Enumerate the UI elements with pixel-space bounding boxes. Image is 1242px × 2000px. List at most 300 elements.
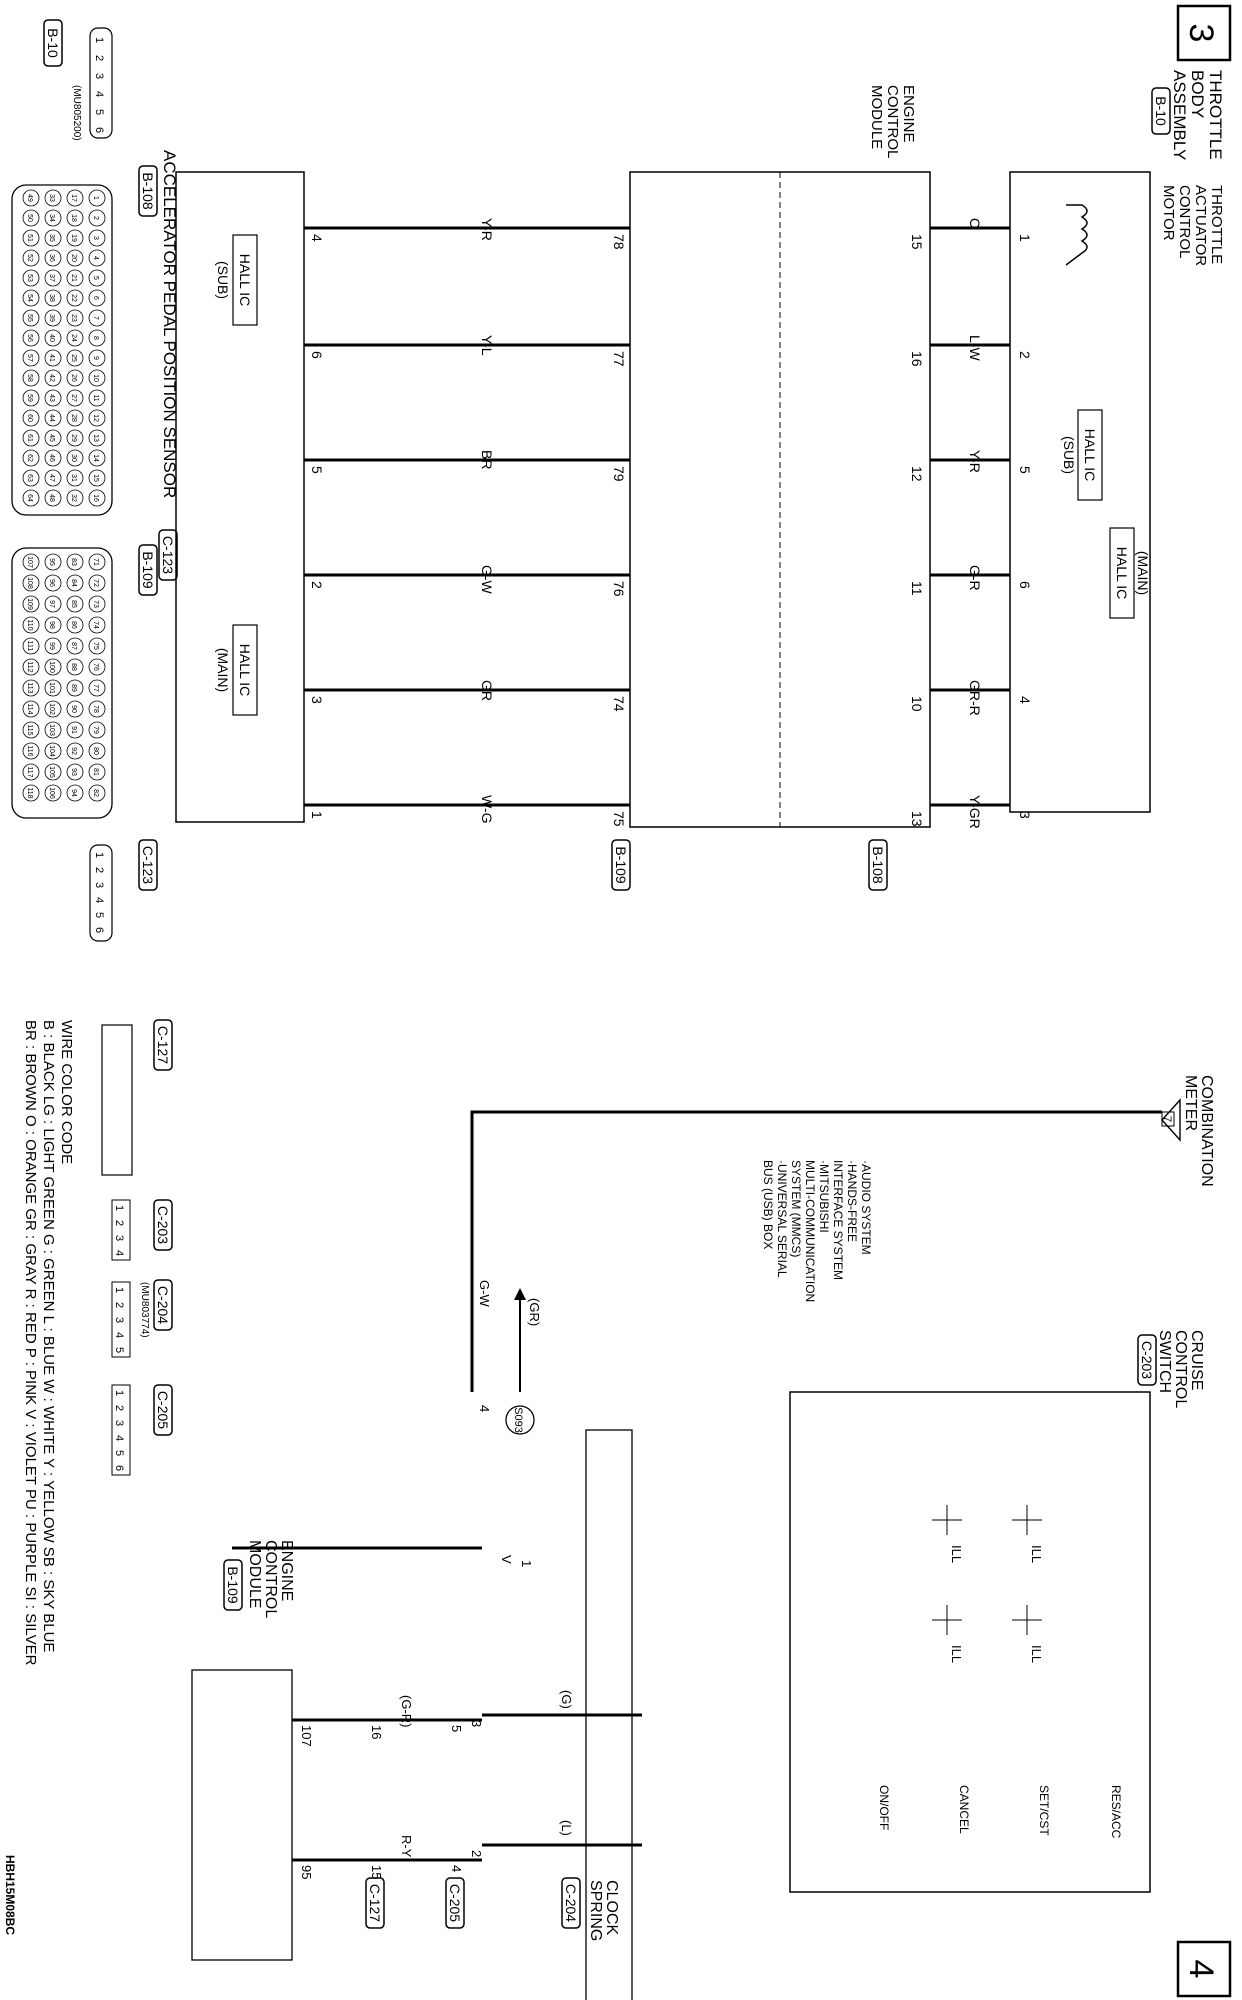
b108-pin <box>89 470 105 486</box>
button-set-cst: SET/CST <box>1037 1785 1051 1836</box>
svg-text:91: 91 <box>70 726 77 734</box>
svg-text:34: 34 <box>48 214 55 222</box>
svg-text:74: 74 <box>92 621 99 629</box>
connector-pin <box>93 882 105 888</box>
svg-text:19: 19 <box>70 234 77 242</box>
svg-text:114: 114 <box>26 703 33 715</box>
app-hall-sub-tag: (SUB) <box>215 260 231 300</box>
svg-text:(G): (G) <box>559 1690 574 1709</box>
b108-pin <box>89 310 105 326</box>
connector-c127-view <box>102 1020 172 1175</box>
motor-label-1: THROTTLE <box>1208 185 1225 265</box>
b108-pin <box>23 430 39 446</box>
throttle-pin-ecm: 12 <box>909 466 925 482</box>
throttle-wire-5 <box>909 680 1033 716</box>
connector-pin <box>113 1205 125 1211</box>
svg-text:1: 1 <box>113 1204 125 1212</box>
b108-pin <box>45 250 61 266</box>
b108-pin <box>45 190 61 206</box>
throttle-body-assembly <box>1010 70 1225 812</box>
throttle-wire-color: G-R <box>967 565 983 591</box>
b109-pin <box>45 764 61 780</box>
svg-text:85: 85 <box>70 600 77 608</box>
b109-pin <box>23 680 39 696</box>
connector-pin <box>93 867 105 873</box>
b109-pin <box>45 743 61 759</box>
throttle-pin-ecm: 10 <box>909 696 925 712</box>
svg-text:97: 97 <box>48 600 55 608</box>
b109-pin <box>67 617 83 633</box>
svg-text:89: 89 <box>70 684 77 692</box>
svg-text:B-109: B-109 <box>140 551 156 589</box>
b108-pin <box>67 330 83 346</box>
app-pin-ecm: 74 <box>611 696 627 712</box>
svg-text:58: 58 <box>26 374 33 382</box>
b108-pin <box>23 310 39 326</box>
app-wire-color: GR <box>479 680 495 701</box>
b108-pin <box>23 230 39 246</box>
svg-text:13: 13 <box>92 434 99 442</box>
b109-pin <box>23 743 39 759</box>
svg-text:93: 93 <box>70 768 77 776</box>
b109-pin <box>23 596 39 612</box>
audio-note-3: INTERFACE SYSTEM <box>831 1160 845 1281</box>
wire-color-legend <box>22 1020 75 1666</box>
app-wire-4 <box>304 565 630 597</box>
svg-text:18: 18 <box>70 214 77 222</box>
connector-pin <box>113 1465 125 1471</box>
svg-text:38: 38 <box>48 294 55 302</box>
connector-pin <box>93 109 105 115</box>
app-pin-bottom: 4 <box>309 234 325 242</box>
svg-text:50: 50 <box>26 214 33 222</box>
b108-pin <box>89 210 105 226</box>
throttle-wire-3 <box>909 450 1033 482</box>
svg-text:3: 3 <box>113 1316 125 1324</box>
svg-text:4: 4 <box>113 1331 125 1339</box>
b108-pin <box>67 410 83 426</box>
svg-text:1: 1 <box>93 851 105 859</box>
svg-text:118: 118 <box>26 787 33 799</box>
audio-note-1: ·AUDIO SYSTEM <box>859 1160 873 1255</box>
b109-pin <box>23 638 39 654</box>
svg-text:6: 6 <box>92 296 99 300</box>
connector-pin <box>93 127 105 133</box>
ecm-connector-b108: B-108 <box>870 846 886 884</box>
svg-text:11: 11 <box>92 394 99 402</box>
button-on-off: ON/OFF <box>877 1785 891 1831</box>
svg-text:G-W: G-W <box>477 1280 492 1307</box>
b108-pin <box>67 230 83 246</box>
svg-text:9: 9 <box>92 356 99 360</box>
meter-pin: 7 <box>1161 1115 1173 1123</box>
diagram-code: HBH15M08BC <box>3 1855 17 1936</box>
b108-pin <box>45 270 61 286</box>
svg-text:63: 63 <box>26 474 33 482</box>
svg-text:56: 56 <box>26 334 33 342</box>
b109-pin <box>89 575 105 591</box>
svg-text:46: 46 <box>48 454 55 462</box>
app-wire-3 <box>304 450 630 482</box>
b109-pin <box>23 701 39 717</box>
svg-text:57: 57 <box>26 354 33 362</box>
svg-text:3: 3 <box>113 1234 125 1242</box>
throttle-pin-top: 5 <box>1017 466 1033 474</box>
svg-text:1: 1 <box>113 1286 125 1294</box>
ecm-label-1: ENGINE <box>900 85 917 143</box>
svg-text:37: 37 <box>48 274 55 282</box>
svg-text:103: 103 <box>48 724 55 736</box>
connector-pin <box>113 1390 125 1396</box>
b108-pin <box>45 310 61 326</box>
svg-text:24: 24 <box>70 334 77 342</box>
svg-text:HALL IC: HALL IC <box>1114 546 1130 600</box>
svg-text:1: 1 <box>113 1389 125 1397</box>
connector-c205-view <box>112 1385 172 1475</box>
svg-text:96: 96 <box>48 579 55 587</box>
lower-ecm-label-3: MODULE <box>246 1540 263 1609</box>
throttle-pin-top: 2 <box>1017 351 1033 359</box>
svg-text:102: 102 <box>48 703 55 715</box>
svg-text:101: 101 <box>48 682 55 694</box>
throttle-pin-top: 1 <box>1017 234 1033 242</box>
b108-pin <box>23 470 39 486</box>
svg-text:112: 112 <box>26 661 33 673</box>
svg-text:28: 28 <box>70 414 77 422</box>
svg-text:12: 12 <box>92 414 99 422</box>
svg-text:2: 2 <box>93 866 105 874</box>
connector-c205-tag: C-205 <box>447 1883 463 1923</box>
b108-pin <box>89 390 105 406</box>
svg-text:15: 15 <box>369 1865 384 1880</box>
svg-text:4: 4 <box>477 1405 492 1413</box>
svg-text:4: 4 <box>92 256 99 260</box>
throttle-pin-ecm: 15 <box>909 234 925 250</box>
switch-label-2: CONTROL <box>1172 1330 1189 1409</box>
svg-text:1: 1 <box>92 196 99 200</box>
b109-pin <box>89 554 105 570</box>
throttle-hall-main-tag: (MAIN) <box>1135 550 1151 596</box>
svg-text:5: 5 <box>113 1449 125 1457</box>
connector-pin <box>113 1332 125 1338</box>
svg-text:4: 4 <box>93 90 105 98</box>
app-sensor-connector-tag: C-123 <box>160 535 176 575</box>
svg-text:94: 94 <box>70 789 77 797</box>
combination-meter-label-2: METER <box>1182 1075 1199 1131</box>
throttle-pin-ecm: 16 <box>909 351 925 367</box>
connector-pin <box>93 852 105 858</box>
throttle-assembly-label-2: BODY <box>1188 70 1207 119</box>
button-cancel: CANCEL <box>957 1785 971 1834</box>
app-wire-1 <box>304 218 630 250</box>
svg-text:2: 2 <box>92 216 99 220</box>
svg-text:C-123: C-123 <box>140 845 156 885</box>
throttle-pin-top: 4 <box>1017 696 1033 704</box>
app-pin-bottom: 5 <box>309 466 325 474</box>
ecm-connector-b109: B-109 <box>613 846 629 884</box>
connector-pin <box>93 897 105 903</box>
app-wire-6 <box>304 795 630 827</box>
svg-text:2: 2 <box>469 1850 484 1858</box>
svg-text:HALL IC: HALL IC <box>237 643 253 697</box>
svg-text:78: 78 <box>92 705 99 713</box>
b109-pin <box>45 785 61 801</box>
svg-text:51: 51 <box>26 234 33 242</box>
svg-text:ILL: ILL <box>1029 1545 1044 1564</box>
svg-text:C-204: C-204 <box>155 1285 171 1325</box>
svg-text:61: 61 <box>26 434 33 442</box>
svg-text:R-Y: R-Y <box>399 1835 414 1858</box>
page-id-right <box>1178 1942 1230 1996</box>
svg-text:90: 90 <box>70 705 77 713</box>
splice-s093: S093 <box>512 1407 524 1433</box>
throttle-wire-color: Y-R <box>967 450 983 473</box>
audio-note-4: ·MITSUBISHI <box>817 1160 831 1233</box>
svg-text:36: 36 <box>48 254 55 262</box>
connector-pin <box>113 1250 125 1256</box>
app-sensor-label: ACCELERATOR PEDAL POSITION SENSOR <box>160 150 179 499</box>
ill-lamp-1 <box>1012 1505 1044 1563</box>
svg-text:4: 4 <box>113 1249 125 1257</box>
svg-text:V: V <box>499 1555 514 1564</box>
svg-text:92: 92 <box>70 747 77 755</box>
svg-text:81: 81 <box>92 768 99 776</box>
connector-c203-view <box>112 1200 172 1260</box>
app-hall-main-tag: (MAIN) <box>215 647 231 693</box>
svg-text:3: 3 <box>93 72 105 80</box>
b108-pin <box>89 330 105 346</box>
svg-text:1: 1 <box>93 36 105 44</box>
ecm-label-3: MODULE <box>868 85 885 150</box>
connector-pin <box>113 1435 125 1441</box>
svg-text:6: 6 <box>93 926 105 934</box>
b108-pin <box>89 490 105 506</box>
svg-text:32: 32 <box>70 494 77 502</box>
svg-text:31: 31 <box>70 474 77 482</box>
throttle-pin-ecm: 13 <box>909 811 925 827</box>
svg-text:(GR): (GR) <box>527 1298 542 1327</box>
svg-text:52: 52 <box>26 254 33 262</box>
throttle-wire-color: O <box>967 218 983 229</box>
c204-part-number: (MU803774) <box>139 1282 150 1338</box>
button-res-acc: RES/ACC <box>1109 1785 1123 1839</box>
lower-ecm-connector-tag: B-109 <box>225 1566 241 1604</box>
svg-text:98: 98 <box>48 621 55 629</box>
wire-meter-to-switch <box>472 1112 1162 1392</box>
app-pin-bottom: 3 <box>309 696 325 704</box>
b109-pin <box>23 659 39 675</box>
connector-b109-view <box>12 545 157 818</box>
b109-pin <box>89 659 105 675</box>
svg-text:HALL IC: HALL IC <box>1082 428 1098 482</box>
b109-pin <box>67 764 83 780</box>
svg-text:ILL: ILL <box>949 1545 964 1564</box>
lower-ecm-label-2: CONTROL <box>262 1540 279 1619</box>
svg-text:4: 4 <box>1182 1959 1220 1979</box>
connector-pin <box>113 1405 125 1411</box>
b108-pin <box>45 430 61 446</box>
app-pin-ecm: 78 <box>611 234 627 250</box>
svg-text:44: 44 <box>48 414 55 422</box>
svg-text:2: 2 <box>113 1404 125 1412</box>
b108-pin <box>89 450 105 466</box>
throttle-wire-4 <box>909 565 1033 596</box>
app-wire-color: Y-L <box>479 335 495 356</box>
svg-text:80: 80 <box>92 747 99 755</box>
b108-pin <box>67 370 83 386</box>
svg-text:4: 4 <box>93 896 105 904</box>
b108-pin <box>89 290 105 306</box>
svg-text:76: 76 <box>92 663 99 671</box>
b109-pin <box>23 575 39 591</box>
svg-text:C-203: C-203 <box>155 1205 171 1245</box>
svg-text:83: 83 <box>70 558 77 566</box>
svg-text:35: 35 <box>48 234 55 242</box>
b108-pin <box>45 330 61 346</box>
b109-pin <box>45 596 61 612</box>
b108-pin <box>45 230 61 246</box>
svg-text:75: 75 <box>92 642 99 650</box>
svg-text:21: 21 <box>70 274 77 282</box>
ecm-label-2: CONTROL <box>884 85 901 159</box>
b108-pin <box>23 410 39 426</box>
throttle-assembly-label-1: THROTTLE <box>1206 70 1225 160</box>
b108-pin <box>67 350 83 366</box>
throttle-pin-ecm: 11 <box>909 581 925 596</box>
b108-pin <box>67 290 83 306</box>
audio-note-6: SYSTEM (MMCS) <box>789 1160 803 1258</box>
connector-pin <box>113 1450 125 1456</box>
b109-pin <box>45 659 61 675</box>
app-wire-color: G-W <box>479 565 495 594</box>
lower-ecm-box <box>192 1670 292 1960</box>
b109-pin <box>89 617 105 633</box>
audio-note-5: MULTI-COMMUNICATION <box>803 1160 817 1303</box>
svg-text:106: 106 <box>48 787 55 799</box>
motor-label-4: MOTOR <box>1160 185 1177 241</box>
b109-pin <box>67 680 83 696</box>
b108-pin <box>23 210 39 226</box>
b108-pin <box>89 370 105 386</box>
svg-text:53: 53 <box>26 274 33 282</box>
legend-line-1: B : BLACK LG : LIGHT GREEN G : GREEN L : BLUE W : WHITE Y : YELLOW SB : SKY BLUE <box>40 1020 57 1653</box>
b109-pin <box>45 701 61 717</box>
svg-text:6: 6 <box>113 1464 125 1472</box>
b108-pin <box>23 270 39 286</box>
b109-pin <box>89 701 105 717</box>
app-wire-color: W-G <box>479 795 495 824</box>
accelerator-pedal-sensor <box>159 150 304 822</box>
svg-text:113: 113 <box>26 682 33 694</box>
b108-pin <box>23 330 39 346</box>
svg-text:B-108: B-108 <box>140 172 156 210</box>
b108-pin <box>45 450 61 466</box>
b108-pin <box>67 210 83 226</box>
app-pin-bottom: 1 <box>309 811 325 819</box>
throttle-hall-sub-tag: (SUB) <box>1061 435 1077 475</box>
svg-text:47: 47 <box>48 474 55 482</box>
svg-text:41: 41 <box>48 354 55 362</box>
svg-text:25: 25 <box>70 354 77 362</box>
b109-pin <box>67 638 83 654</box>
svg-text:49: 49 <box>26 194 33 202</box>
connector-pin <box>93 91 105 97</box>
b109-pin <box>23 785 39 801</box>
motor-coil-icon <box>1066 205 1087 265</box>
svg-text:HALL IC: HALL IC <box>237 253 253 307</box>
ill-lamp-4 <box>932 1605 964 1663</box>
ill-lamp-2 <box>932 1505 964 1563</box>
svg-text:72: 72 <box>92 579 99 587</box>
svg-text:110: 110 <box>26 619 33 631</box>
svg-text:95: 95 <box>48 558 55 566</box>
b109-pin <box>89 638 105 654</box>
b108-pin <box>89 350 105 366</box>
svg-text:10: 10 <box>92 374 99 382</box>
b109-pin <box>67 785 83 801</box>
b108-pin <box>45 390 61 406</box>
audio-note-8: BUS (USB) BOX <box>761 1160 775 1250</box>
svg-text:55: 55 <box>26 314 33 322</box>
b109-pin <box>23 617 39 633</box>
b108-pin <box>67 270 83 286</box>
b108-pin <box>23 190 39 206</box>
svg-text:60: 60 <box>26 414 33 422</box>
b108-pin <box>67 250 83 266</box>
b109-pin <box>23 764 39 780</box>
connector-pin <box>93 927 105 933</box>
app-pin-ecm: 79 <box>611 466 627 482</box>
b108-pin <box>45 410 61 426</box>
switch-label-3: SWITCH <box>1156 1330 1173 1394</box>
svg-text:17: 17 <box>70 194 77 202</box>
svg-text:C-205: C-205 <box>155 1390 171 1430</box>
b108-pin <box>67 430 83 446</box>
b108-pin <box>45 350 61 366</box>
svg-text:4: 4 <box>113 1434 125 1442</box>
connector-pin <box>113 1220 125 1226</box>
b109-pin <box>45 617 61 633</box>
connector-b108-view <box>12 166 157 515</box>
b109-pin <box>67 596 83 612</box>
b108-pin <box>23 490 39 506</box>
b108-pin <box>23 290 39 306</box>
switch-label-1: CRUISE <box>1188 1330 1205 1391</box>
svg-text:82: 82 <box>92 789 99 797</box>
audio-note-7: ·UNIVERSAL SERIAL <box>775 1160 789 1278</box>
clock-spring-label-1: CLOCK <box>603 1880 620 1936</box>
b109-pin <box>45 554 61 570</box>
b108-pin <box>67 490 83 506</box>
svg-text:2: 2 <box>113 1219 125 1227</box>
throttle-wire-color: Y-GR <box>967 795 983 829</box>
svg-text:5: 5 <box>93 108 105 116</box>
svg-text:108: 108 <box>26 577 33 589</box>
connector-pin <box>113 1302 125 1308</box>
legend-line-2: BR : BROWN O : ORANGE GR : GRAY R : RED P : PINK V : VIOLET PU : PURPLE SI : SILVER <box>22 1020 39 1666</box>
svg-text:3: 3 <box>469 1720 484 1728</box>
connector-pin <box>113 1235 125 1241</box>
svg-text:87: 87 <box>70 642 77 650</box>
b108-pin <box>89 430 105 446</box>
throttle-pin-top: 6 <box>1017 581 1033 589</box>
svg-text:8: 8 <box>92 336 99 340</box>
svg-text:62: 62 <box>26 454 33 462</box>
svg-text:100: 100 <box>48 661 55 673</box>
b108-pin <box>67 390 83 406</box>
svg-text:1: 1 <box>519 1560 534 1568</box>
b108-pin <box>23 370 39 386</box>
